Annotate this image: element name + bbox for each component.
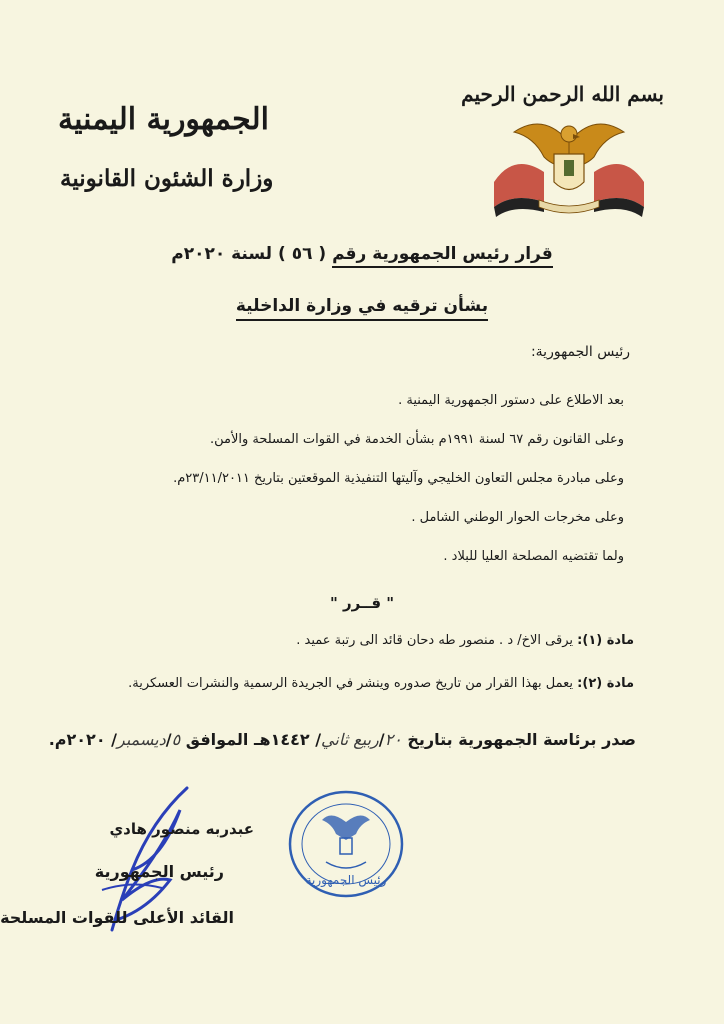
article-label: مادة (٢): bbox=[577, 676, 634, 691]
preamble-clause: وعلى مخرجات الحوار الوطني الشامل . bbox=[411, 510, 624, 525]
decree-title-prefix: قرار رئيس الجمهورية رقم bbox=[332, 244, 553, 268]
signatory-name: عبدربه منصور هادي bbox=[109, 820, 254, 838]
article-text: يرقى الاخ/ د . منصور طه دحان قائد الى رتبة عميد . bbox=[296, 633, 574, 648]
hijri-month: ربيع ثاني bbox=[321, 730, 379, 749]
issuance-line: صدر برئاسة الجمهورية بتاريخ ٢٠/ربيع ثاني/ ١٤٤٢هـ الموافق ٥/ديسمبر/ ٢٠٢٠م. bbox=[48, 730, 636, 749]
basmala: بسم الله الرحمن الرحيم bbox=[461, 82, 664, 106]
preamble-clause: وعلى القانون رقم ٦٧ لسنة ١٩٩١م بشأن الخدمة في القوات المسلحة والأمن. bbox=[209, 432, 624, 447]
decree-subject: بشأن ترقيه في وزارة الداخلية bbox=[236, 296, 488, 321]
hijri-day: ٢٠ bbox=[384, 730, 402, 749]
decided-heading: " قــرر " bbox=[329, 594, 395, 612]
issuance-prefix: صدر برئاسة الجمهورية بتاريخ bbox=[407, 730, 636, 749]
country-name: الجمهورية اليمنية bbox=[58, 102, 269, 137]
ministry-name: وزارة الشئون القانونية bbox=[60, 165, 274, 192]
greg-day: ٥ bbox=[171, 730, 181, 749]
greg-year: ٢٠٢٠م. bbox=[48, 730, 106, 749]
signatory-command: القائد الأعلى للقوات المسلحة bbox=[0, 908, 234, 927]
greg-month: ديسمبر bbox=[117, 730, 166, 749]
article-1 bbox=[64, 633, 634, 648]
yemen-eagle-emblem-icon bbox=[484, 112, 654, 222]
preamble-clause: ولما تقتضيه المصلحة العليا للبلاد . bbox=[443, 549, 624, 564]
preamble-clause: وعلى مبادرة مجلس التعاون الخليجي وآليتها التنفيذية الموقعتين بتاريخ ٢٣/١١/٢٠١١م. bbox=[173, 471, 624, 486]
stamp-text: رئيس الجمهورية bbox=[305, 873, 387, 887]
article-text: يعمل بهذا القرار من تاريخ صدوره وينشر في الجريدة الرسمية والنشرات العسكرية. bbox=[128, 676, 574, 691]
decree-title bbox=[0, 244, 724, 264]
presidential-stamp-icon bbox=[286, 788, 406, 900]
hijri-year: ١٤٤٢هـ bbox=[254, 730, 310, 749]
preamble bbox=[64, 392, 624, 587]
article-label: مادة (١): bbox=[577, 633, 634, 648]
decree-subject-row bbox=[0, 296, 724, 316]
decree-number: ( ٥٦ ) bbox=[277, 244, 327, 264]
corresponding-label: الموافق bbox=[185, 730, 249, 749]
signatory-title: رئيس الجمهورية bbox=[94, 862, 224, 881]
decree-year: لسنة ٢٠٢٠م bbox=[171, 244, 273, 264]
addressee: رئيس الجمهورية: bbox=[530, 344, 630, 360]
article-2 bbox=[64, 676, 634, 691]
preamble-clause: بعد الاطلاع على دستور الجمهورية اليمنية . bbox=[398, 393, 624, 408]
